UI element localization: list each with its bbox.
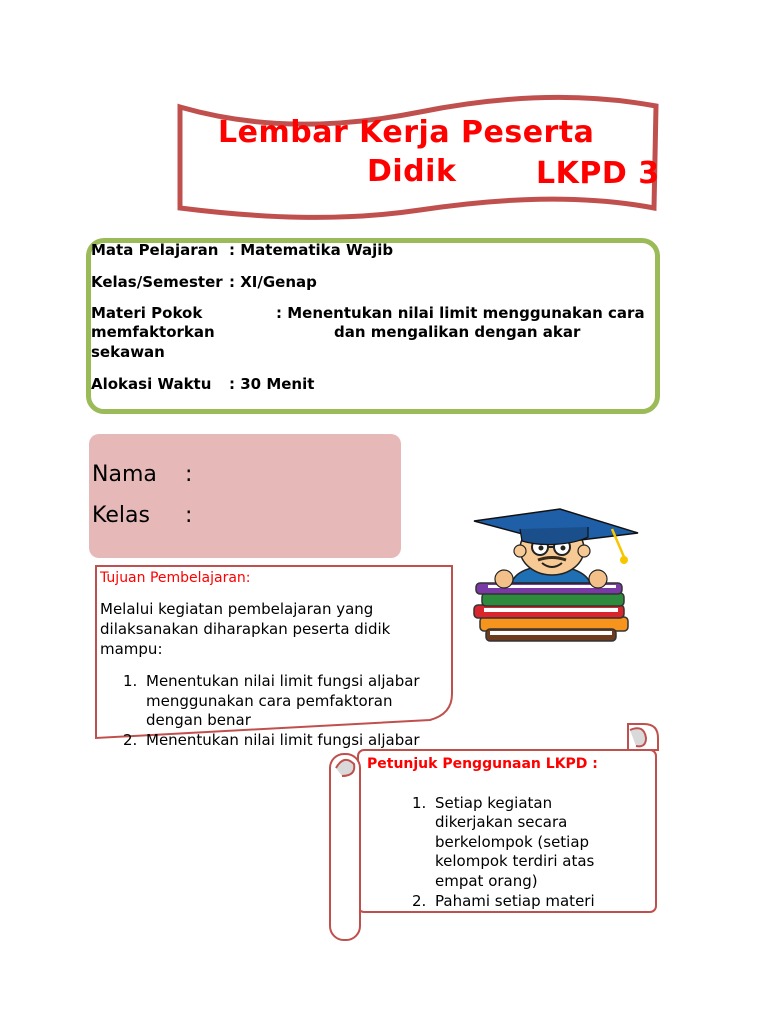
instruction-2-number: 2.: [412, 892, 427, 910]
name-label: Nama: [92, 462, 157, 487]
name-colon: :: [185, 462, 193, 487]
title-line-1: Lembar Kerja Peserta: [218, 115, 595, 150]
subject-value: : Matematika Wajib: [229, 241, 394, 259]
objective-1-line-3: dengan benar: [146, 711, 251, 729]
instruction-1-line-4: kelompok terdiri atas: [435, 852, 595, 870]
instruction-1-line-1: Setiap kegiatan: [435, 794, 553, 812]
title-line-2: Didik: [367, 154, 457, 189]
instructions-box: [360, 750, 652, 910]
class-semester-value: : XI/Genap: [229, 273, 317, 291]
time-value: : 30 Menit: [229, 375, 315, 393]
objectives-heading: Tujuan Pembelajaran:: [100, 570, 251, 586]
objective-2-line-1: Menentukan nilai limit fungsi aljabar: [146, 731, 420, 749]
instruction-2-line-1: Pahami setiap materi: [435, 892, 595, 910]
graduate-boy-on-books-icon: [462, 505, 642, 655]
time-label: Alokasi Waktu: [91, 375, 212, 393]
objective-1-line-1: Menentukan nilai limit fungsi aljabar: [146, 672, 420, 690]
topic-value-line-3: sekawan: [91, 343, 165, 361]
instruction-1-number: 1.: [412, 794, 427, 812]
objective-1-line-2: menggunakan cara pemfaktoran: [146, 692, 393, 710]
objectives-intro-line-1: Melalui kegiatan pembelajaran yang: [100, 600, 374, 618]
instruction-1-line-2: dikerjakan secara: [435, 813, 568, 831]
lkpd-code: LKPD 3: [536, 156, 660, 191]
class-colon: :: [185, 503, 193, 528]
objectives-intro-line-2: dilaksanakan diharapkan peserta didik: [100, 620, 391, 638]
objectives-intro-line-3: mampu:: [100, 640, 163, 658]
class-semester-label: Kelas/Semester: [91, 273, 223, 291]
subject-label: Mata Pelajaran: [91, 241, 219, 259]
instructions-heading: Petunjuk Penggunaan LKPD :: [367, 756, 598, 772]
topic-value-line-2a: memfaktorkan: [91, 323, 215, 341]
objective-1-number: 1.: [123, 672, 138, 690]
topic-value-line-2b: dan mengalikan dengan akar: [334, 323, 581, 341]
objectives-box: [97, 568, 449, 749]
instruction-1-line-5: empat orang): [435, 872, 538, 890]
student-identity-box: [89, 434, 401, 558]
instruction-1-line-3: berkelompok (setiap: [435, 833, 590, 851]
topic-label: Materi Pokok: [91, 304, 203, 322]
class-label: Kelas: [92, 503, 150, 528]
objective-2-number: 2.: [123, 731, 138, 749]
topic-value-line-1: : Menentukan nilai limit menggunakan cara: [276, 304, 645, 322]
